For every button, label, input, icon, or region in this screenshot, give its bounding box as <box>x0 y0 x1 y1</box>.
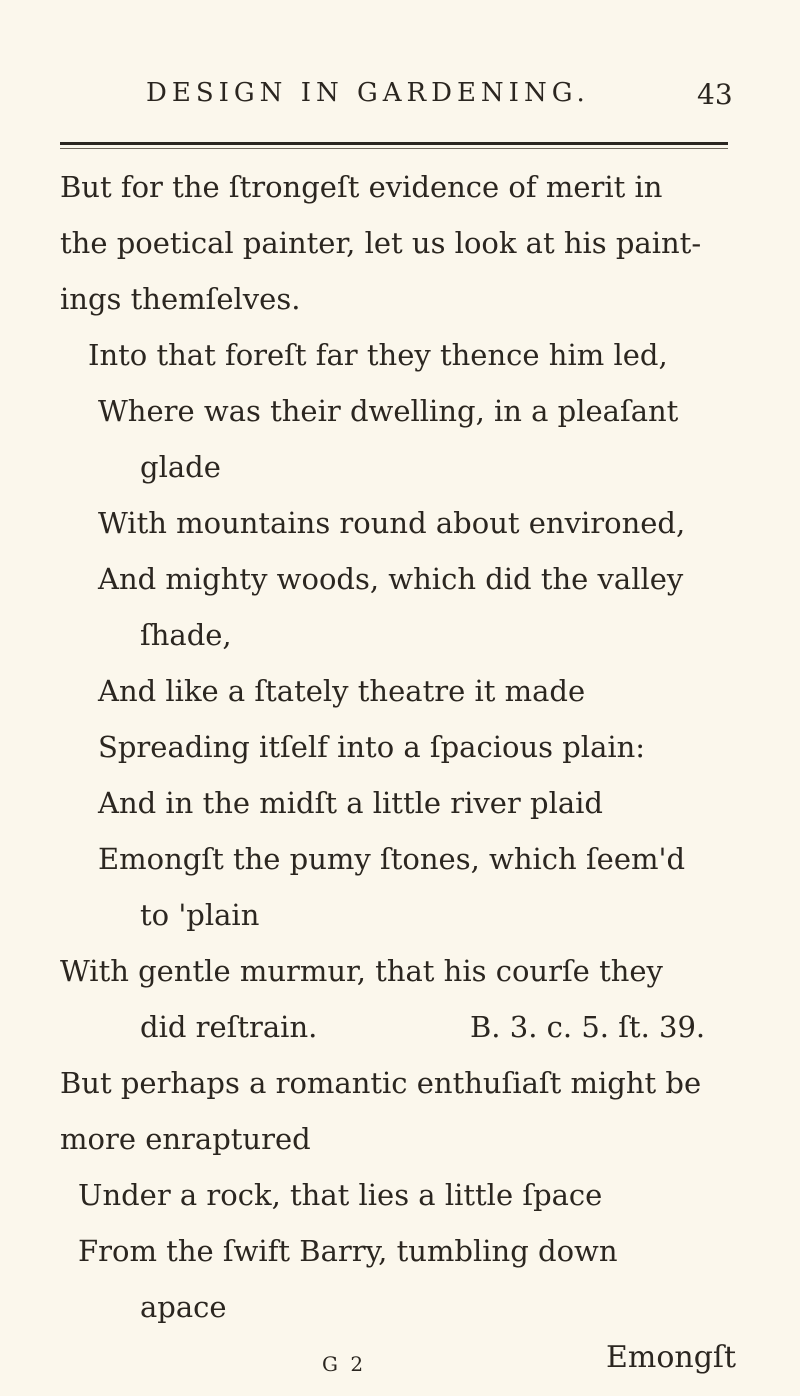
verse-line-continuation: did reſtrain. <box>140 1010 318 1044</box>
signature-mark: G 2 <box>322 1352 367 1376</box>
verse-line: With mountains round about environed, <box>98 506 686 540</box>
page-number: 43 <box>697 78 733 111</box>
verse-line: Under a rock, that lies a little ſpace <box>78 1178 603 1212</box>
running-title: DESIGN IN GARDENING. <box>146 78 590 108</box>
verse-line-continuation: ſhade, <box>140 618 232 652</box>
page-header <box>0 78 800 118</box>
verse-line: Emongſt the pumy ſtones, which ſeem'd <box>98 842 686 876</box>
verse-line-continuation: apace <box>140 1290 227 1324</box>
body-line: But for the ſtrongeſt evidence of merit in <box>60 170 663 204</box>
verse-line: Spreading itſelf into a ſpacious plain: <box>98 730 646 764</box>
verse-line: And like a ſtately theatre it made <box>98 674 586 708</box>
body-line: ings themſelves. <box>60 282 301 316</box>
body-line: more enraptured <box>60 1122 311 1156</box>
verse-line: With gentle murmur, that his courſe they <box>60 954 663 988</box>
citation: B. 3. c. 5. ſt. 39. <box>470 1010 706 1044</box>
verse-line: From the ſwift Barry, tumbling down <box>78 1234 618 1268</box>
catchword: Emongſt <box>606 1340 737 1375</box>
verse-line-continuation: to 'plain <box>140 898 260 932</box>
header-rule <box>60 142 728 145</box>
verse-line: And in the midſt a little river plaid <box>98 786 603 820</box>
verse-line: Where was their dwelling, in a pleaſant <box>98 394 679 428</box>
verse-line: Into that foreſt far they thence him led, <box>88 338 668 372</box>
verse-line: And mighty woods, which did the valley <box>98 562 684 596</box>
body-line: the poetical painter, let us look at his paint- <box>60 226 702 260</box>
verse-line-continuation: glade <box>140 450 221 484</box>
body-line: But perhaps a romantic enthuſiaſt might be <box>60 1066 702 1100</box>
